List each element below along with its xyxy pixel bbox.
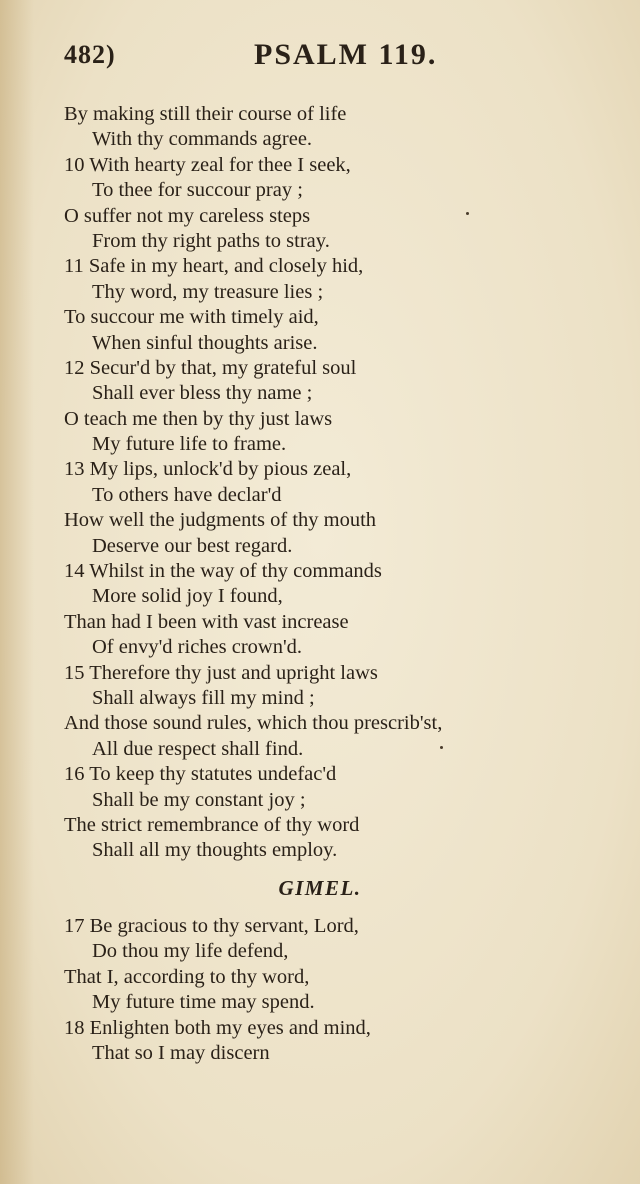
verse-line: 13 My lips, unlock'd by pious zeal, (64, 458, 352, 481)
verse-line-indented: More solid joy I found, (92, 585, 283, 608)
ink-speck (466, 212, 469, 215)
verse-line: 17 Be gracious to thy servant, Lord, (64, 915, 359, 937)
page-number: 482) (64, 40, 116, 69)
verse-line-indented: When sinful thoughts arise. (92, 331, 318, 354)
verse-line-indented: All due respect shall find. (92, 737, 304, 760)
verse-line: 15 Therefore thy just and upright laws (64, 661, 378, 684)
verse-block-2 (0, 914, 640, 1066)
verse-line-indented: Of envy'd riches crown'd. (92, 636, 303, 659)
verse-line: By making still their course of life (64, 103, 347, 125)
verse-line-indented: Shall ever bless thy name ; (92, 382, 313, 405)
verse-line: 16 To keep thy statutes undefac'd (64, 763, 337, 786)
verse-line: O suffer not my careless steps (64, 204, 311, 227)
verse-line-indented: That so I may discern (92, 1041, 270, 1064)
verse-line: How well the judgments of thy mouth (64, 509, 377, 532)
verse-line-indented: Thy word, my treasure lies ; (92, 280, 324, 303)
verse-line-indented: Shall all my thoughts employ. (92, 839, 338, 862)
verse-block-1 (0, 102, 640, 864)
verse-line-indented: From thy right paths to stray. (92, 229, 330, 252)
verse-line: 18 Enlighten both my eyes and mind, (64, 1016, 371, 1039)
verse-line: Than had I been with vast increase (64, 610, 349, 633)
verse-line-indented: Deserve our best regard. (92, 534, 293, 557)
verse-line: And those sound rules, which thou prescrib'st, (64, 712, 443, 735)
ink-speck (440, 746, 443, 749)
verse-line: 14 Whilst in the way of thy commands (64, 560, 382, 583)
verse-line-indented: My future time may spend. (92, 991, 315, 1014)
verse-line-indented: To thee for succour pray ; (92, 179, 303, 202)
page-header (64, 36, 464, 76)
verse-line: 10 With hearty zeal for thee I seek, (64, 153, 351, 176)
verse-line-indented: Shall be my constant joy ; (92, 788, 306, 811)
verse-line: To succour me with timely aid, (64, 306, 319, 329)
section-heading: GIMEL. (278, 876, 362, 900)
verse-line: That I, according to thy word, (64, 965, 310, 988)
running-title: PSALM 119. (254, 38, 438, 71)
verse-line: O teach me then by thy just laws (64, 407, 333, 430)
verse-line-indented: With thy commands agree. (92, 128, 313, 151)
verse-line-indented: My future life to frame. (92, 433, 287, 456)
verse-line: 12 Secur'd by that, my grateful soul (64, 356, 357, 379)
verse-line-indented: To others have declar'd (92, 483, 282, 506)
verse-line: 11 Safe in my heart, and closely hid, (64, 255, 364, 278)
verse-line: The strict remembrance of thy word (64, 813, 360, 836)
verse-line-indented: Do thou my life defend, (92, 940, 289, 963)
verse-line-indented: Shall always fill my mind ; (92, 686, 315, 709)
